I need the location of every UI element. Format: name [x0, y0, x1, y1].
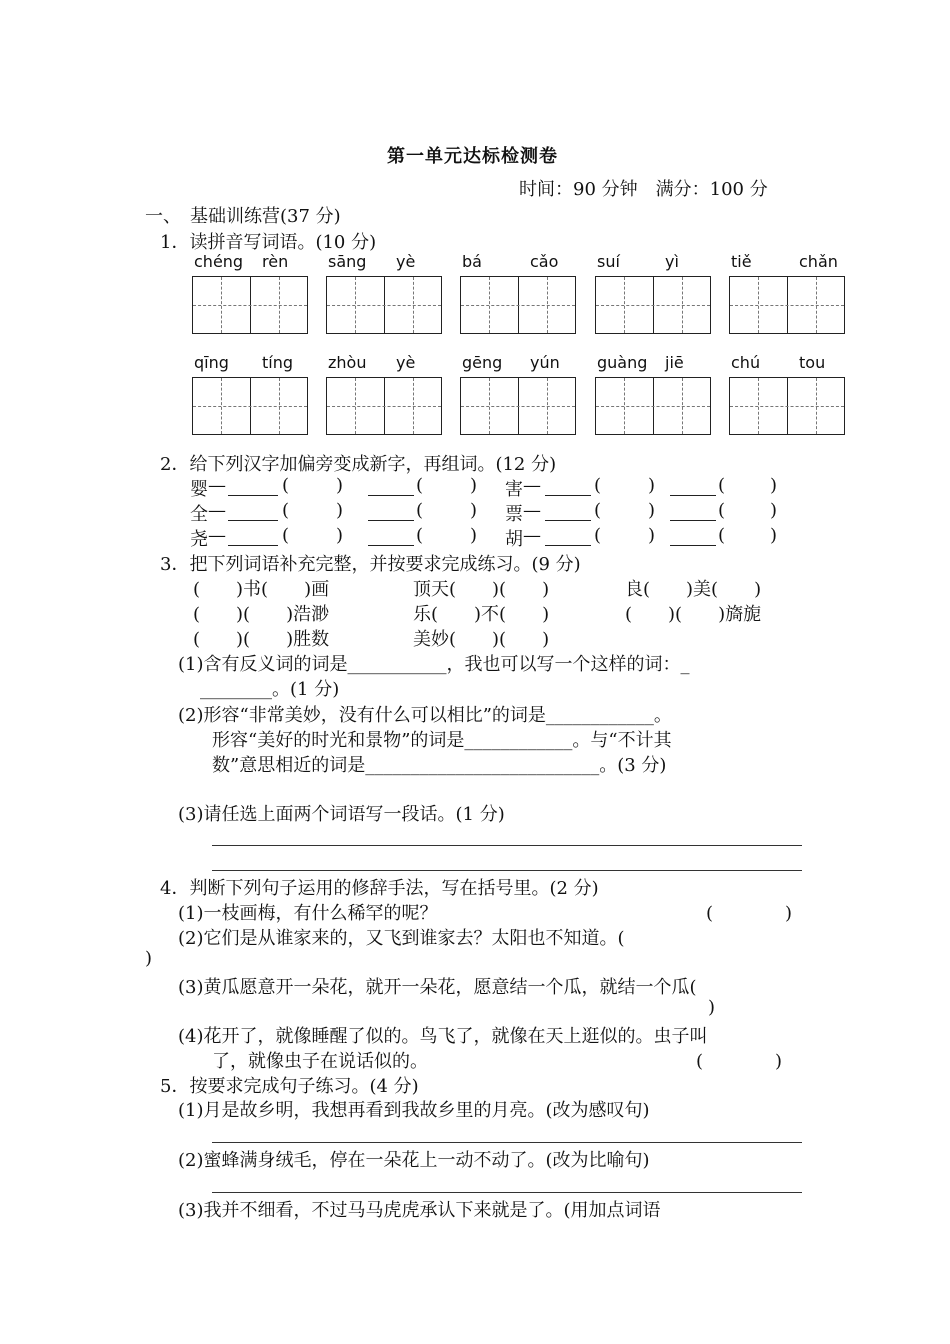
- idiom-fill[interactable]: 美妙( )( ): [413, 629, 550, 650]
- dash: —: [208, 500, 226, 521]
- question-2-label: 2．给下列汉字加偏旁变成新字，再组词。(12 分): [160, 454, 557, 475]
- idiom-fill[interactable]: ( )书( )画: [193, 579, 330, 600]
- time-score-info: 时间：90 分钟 满分：100 分: [519, 179, 768, 200]
- answer-paren[interactable]: ( ): [706, 903, 793, 924]
- answer-line[interactable]: [212, 845, 802, 846]
- paren-open: (: [282, 525, 290, 546]
- paren-close: ): [648, 525, 656, 546]
- pinyin-syllable: chǎn: [799, 252, 838, 271]
- paren-close: ): [770, 500, 778, 521]
- writing-grid[interactable]: [460, 276, 576, 334]
- q4-sub2: (2)它们是从谁家来的，又飞到谁家去？太阳也不知道。(: [178, 928, 625, 949]
- pinyin-syllable: zhòu: [328, 353, 367, 372]
- idiom-fill[interactable]: 顶天( )( ): [413, 579, 550, 600]
- pinyin-syllable: tíng: [262, 353, 294, 372]
- idiom-fill[interactable]: 乐( )不( ): [413, 604, 550, 625]
- paren-close: ): [470, 500, 478, 521]
- pinyin-syllable: chú: [731, 353, 761, 372]
- question-1-label: 1．读拼音写词语。(10 分): [160, 232, 377, 253]
- answer-paren[interactable]: ( ): [696, 1051, 783, 1072]
- pinyin-syllable: guàng: [597, 353, 648, 372]
- paren-open: (: [594, 475, 602, 496]
- base-character: 票: [505, 504, 523, 525]
- fill-blank[interactable]: [228, 545, 278, 546]
- paren-open: (: [594, 500, 602, 521]
- q4-sub4-line2: 了，就像虫子在说话似的。: [212, 1051, 428, 1072]
- pinyin-syllable: yì: [665, 252, 679, 271]
- writing-grid[interactable]: [192, 377, 308, 435]
- idiom-fill[interactable]: ( )( )旖旎: [625, 604, 762, 625]
- writing-grid[interactable]: [729, 377, 845, 435]
- pinyin-syllable: tiě: [731, 252, 752, 271]
- idiom-fill[interactable]: 良( )美( ): [625, 579, 762, 600]
- answer-line[interactable]: [212, 870, 802, 871]
- paren-close: ): [648, 500, 656, 521]
- q4-sub1: (1)一枝画梅，有什么稀罕的呢？: [178, 903, 438, 924]
- writing-grid[interactable]: [729, 276, 845, 334]
- idiom-fill[interactable]: ( )( )胜数: [193, 629, 330, 650]
- paren-close: ): [336, 525, 344, 546]
- fill-blank[interactable]: [670, 545, 716, 546]
- paren-open: (: [594, 525, 602, 546]
- dash: —: [523, 500, 541, 521]
- writing-grid[interactable]: [595, 377, 711, 435]
- base-character: 全: [190, 504, 208, 525]
- question-5-label: 5．按要求完成句子练习。(4 分): [160, 1076, 419, 1097]
- pinyin-syllable: cǎo: [530, 252, 559, 271]
- paren-open: (: [416, 500, 424, 521]
- section-heading: 一、 基础训练营(37 分): [145, 206, 341, 227]
- fill-blank[interactable]: [228, 520, 278, 521]
- writing-grid[interactable]: [460, 377, 576, 435]
- paren-close: ): [470, 525, 478, 546]
- pinyin-syllable: tou: [799, 353, 826, 372]
- fill-blank[interactable]: [368, 545, 414, 546]
- pinyin-syllable: bá: [462, 252, 482, 271]
- pinyin-syllable: sāng: [328, 252, 367, 271]
- paren-open: (: [718, 525, 726, 546]
- page-title: 第一单元达标检测卷: [387, 146, 558, 167]
- paren-open: (: [282, 500, 290, 521]
- fill-blank[interactable]: [670, 520, 716, 521]
- pinyin-syllable: chéng: [194, 252, 244, 271]
- q3-sub2-line2: 形容“美好的时光和景物”的词是____________。与“不计其: [212, 730, 672, 751]
- pinyin-syllable: jiē: [665, 353, 684, 372]
- q3-sub2: (2)形容“非常美妙，没有什么可以相比”的词是____________。: [178, 705, 672, 726]
- q3-sub2-line3: 数”意思相近的词是__________________________。(3 分): [212, 755, 667, 776]
- question-3-label: 3．把下列词语补充完整，并按要求完成练习。(9 分): [160, 554, 581, 575]
- pinyin-syllable: rèn: [262, 252, 289, 271]
- q5-sub2: (2)蜜蜂满身绒毛，停在一朵花上一动不动了。(改为比喻句): [178, 1150, 650, 1171]
- q3-sub1: (1)含有反义词的词是___________，我也可以写一个这样的词：_: [178, 654, 690, 675]
- writing-grid[interactable]: [326, 276, 442, 334]
- fill-blank[interactable]: [670, 495, 716, 496]
- dash: —: [208, 475, 226, 496]
- paren-open: (: [416, 475, 424, 496]
- fill-blank[interactable]: [228, 495, 278, 496]
- fill-blank[interactable]: [368, 520, 414, 521]
- fill-blank[interactable]: [545, 495, 591, 496]
- paren-close: ): [336, 500, 344, 521]
- answer-paren-close: ): [145, 948, 153, 969]
- fill-blank[interactable]: [368, 495, 414, 496]
- fill-blank[interactable]: [545, 520, 591, 521]
- q5-sub3: (3)我并不细看，不过马马虎虎承认下来就是了。(用加点词语: [178, 1200, 661, 1221]
- paren-open: (: [416, 525, 424, 546]
- writing-grid[interactable]: [326, 377, 442, 435]
- paren-close: ): [648, 475, 656, 496]
- dash: —: [208, 525, 226, 546]
- paren-close: ): [470, 475, 478, 496]
- answer-line[interactable]: [212, 1192, 802, 1193]
- q3-sub1-cont: ________。(1 分): [200, 679, 340, 700]
- answer-paren-close: ): [708, 997, 716, 1018]
- writing-grid[interactable]: [595, 276, 711, 334]
- q4-sub4: (4)花开了，就像睡醒了似的。鸟飞了，就像在天上逛似的。虫子叫: [178, 1026, 708, 1047]
- paren-close: ): [336, 475, 344, 496]
- paren-close: ): [770, 525, 778, 546]
- base-character: 尧: [190, 529, 208, 550]
- paren-open: (: [718, 500, 726, 521]
- paren-close: ): [770, 475, 778, 496]
- pinyin-syllable: gēng: [462, 353, 503, 372]
- q3-sub3: (3)请任选上面两个词语写一段话。(1 分): [178, 804, 505, 825]
- dash: —: [523, 475, 541, 496]
- question-4-label: 4．判断下列句子运用的修辞手法，写在括号里。(2 分): [160, 878, 599, 899]
- dash: —: [523, 525, 541, 546]
- pinyin-syllable: yún: [530, 353, 560, 372]
- pinyin-syllable: suí: [597, 252, 620, 271]
- q5-sub1: (1)月是故乡明，我想再看到我故乡里的月亮。(改为感叹句): [178, 1100, 650, 1121]
- q4-sub3: (3)黄瓜愿意开一朵花，就开一朵花，愿意结一个瓜，就结一个瓜(: [178, 977, 697, 998]
- base-character: 婴: [190, 479, 208, 500]
- fill-blank[interactable]: [545, 545, 591, 546]
- writing-grid[interactable]: [192, 276, 308, 334]
- idiom-fill[interactable]: ( )( )浩渺: [193, 604, 330, 625]
- pinyin-syllable: yè: [396, 252, 416, 271]
- base-character: 胡: [505, 529, 523, 550]
- answer-line[interactable]: [212, 1142, 802, 1143]
- paren-open: (: [718, 475, 726, 496]
- pinyin-syllable: qīng: [194, 353, 229, 372]
- pinyin-syllable: yè: [396, 353, 416, 372]
- paren-open: (: [282, 475, 290, 496]
- base-character: 害: [505, 479, 523, 500]
